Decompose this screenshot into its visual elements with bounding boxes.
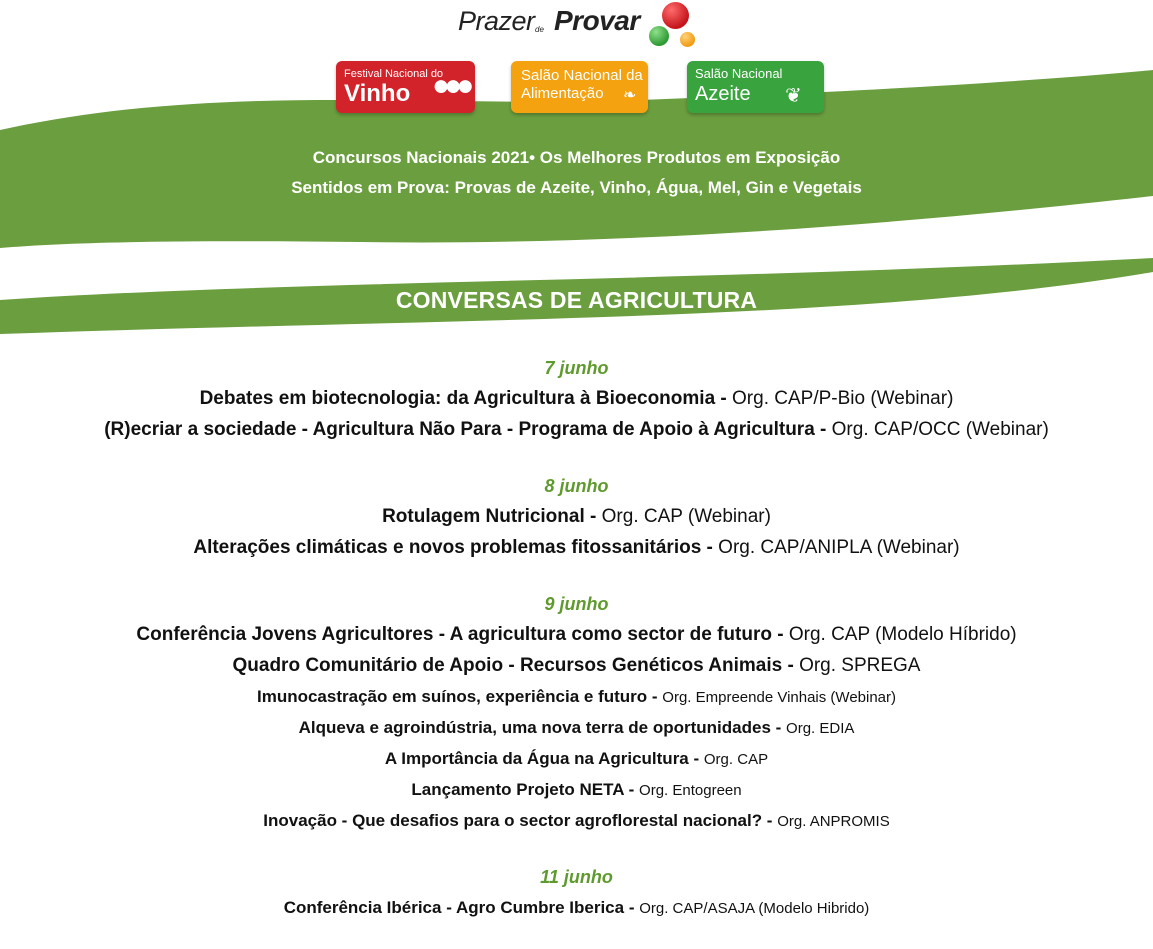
badge-salao-alimentacao [511, 61, 648, 113]
day-block [0, 471, 1153, 563]
brand-word-provar: Provar [554, 5, 640, 36]
green-dot-icon [649, 26, 669, 46]
day-block [0, 589, 1153, 836]
event-title: Imunocastração em suínos, experiência e futuro - [256, 687, 658, 706]
banner-line-1: Concursos Nacionais 2021• Os Melhores Produtos em Exposição [312, 148, 841, 167]
event-item [0, 774, 1153, 805]
event-org: Org. CAP [703, 751, 769, 768]
event-org: Org. CAP/OCC (Webinar) [831, 419, 1049, 440]
event-item [0, 650, 1153, 681]
event-org: Org. EDIA [786, 720, 855, 737]
program-list [0, 353, 1153, 949]
event-item [0, 532, 1153, 563]
grape-dots-icon: ●●● [432, 69, 469, 102]
event-item [0, 414, 1153, 445]
day-date: 8 junho [544, 476, 609, 496]
badge-vinho-line-1: Festival Nacional do [344, 68, 444, 80]
red-dot-icon [662, 2, 689, 29]
event-org: Org. CAP/ASAJA (Modelo Hibrido) [639, 900, 870, 917]
badge-azeite-line-1: Salão Nacional [695, 66, 783, 81]
event-org: Org. CAP/P-Bio (Webinar) [732, 388, 954, 409]
event-title: (R)ecriar a sociedade - Agricultura Não Para - Programa de Apoio à Agricultura - [104, 419, 827, 440]
orange-dot-icon [680, 32, 695, 47]
event-item [0, 383, 1153, 414]
day-date: 11 junho [540, 867, 613, 887]
event-title: Conferência Jovens Agricultores - A agricultura como sector de futuro - [136, 624, 784, 645]
brand-word-de: de [535, 25, 544, 34]
event-item [0, 805, 1153, 836]
event-title: Alqueva e agroindústria, uma nova terra de oportunidades - [298, 718, 782, 737]
event-org: Org. Entogreen [639, 782, 742, 799]
event-item [0, 892, 1153, 923]
brand-logo [456, 2, 706, 52]
event-item [0, 743, 1153, 774]
event-title: Quadro Comunitário de Apoio - Recursos Genéticos Animais - [232, 655, 794, 676]
event-title: Inovação - Que desafios para o sector agroflorestal nacional? - [263, 811, 773, 830]
event-org: Org. CAP (Webinar) [601, 506, 771, 527]
event-org: Org. CAP/ANIPLA (Webinar) [718, 537, 960, 558]
event-title: Lançamento Projeto NETA - [411, 780, 635, 799]
badge-vinho-line-2: Vinho [344, 80, 411, 107]
day-block [0, 862, 1153, 923]
olive-branch-icon: ❦ [785, 85, 802, 107]
event-title: Conferência Ibérica - Agro Cumbre Iberica - [283, 898, 635, 917]
day-block [0, 353, 1153, 445]
event-item [0, 501, 1153, 532]
day-date: 9 junho [544, 594, 609, 614]
event-title: A Importância da Água na Agricultura - [384, 749, 700, 768]
brand-word-prazer: Prazer [458, 6, 535, 36]
event-item [0, 681, 1153, 712]
badge-salao-azeite [687, 61, 824, 113]
banner-line-2: Sentidos em Prova: Provas de Azeite, Vinho, Água, Mel, Gin e Vegetais [291, 178, 862, 197]
badge-alimentacao-line-2: Alimentação [521, 85, 604, 102]
event-org: Org. CAP (Modelo Híbrido) [788, 624, 1017, 645]
event-item [0, 712, 1153, 743]
event-org: Org. Empreende Vinhais (Webinar) [662, 689, 897, 706]
day-date: 7 junho [544, 358, 609, 378]
event-org: Org. SPREGA [799, 655, 921, 676]
event-title: Debates em biotecnologia: da Agricultura à Bioeconomia - [199, 388, 727, 409]
badge-alimentacao-line-1: Salão Nacional da [521, 67, 643, 84]
event-title: Alterações climáticas e novos problemas fitossanitários - [193, 537, 713, 558]
leaf-icon: ❧ [623, 87, 637, 104]
section-title: CONVERSAS DE AGRICULTURA [395, 287, 758, 313]
event-item [0, 619, 1153, 650]
badge-azeite-line-2: Azeite [695, 83, 751, 105]
event-org: Org. ANPROMIS [777, 813, 890, 830]
event-title: Rotulagem Nutricional - [382, 506, 597, 527]
badge-festival-vinho [336, 61, 475, 113]
